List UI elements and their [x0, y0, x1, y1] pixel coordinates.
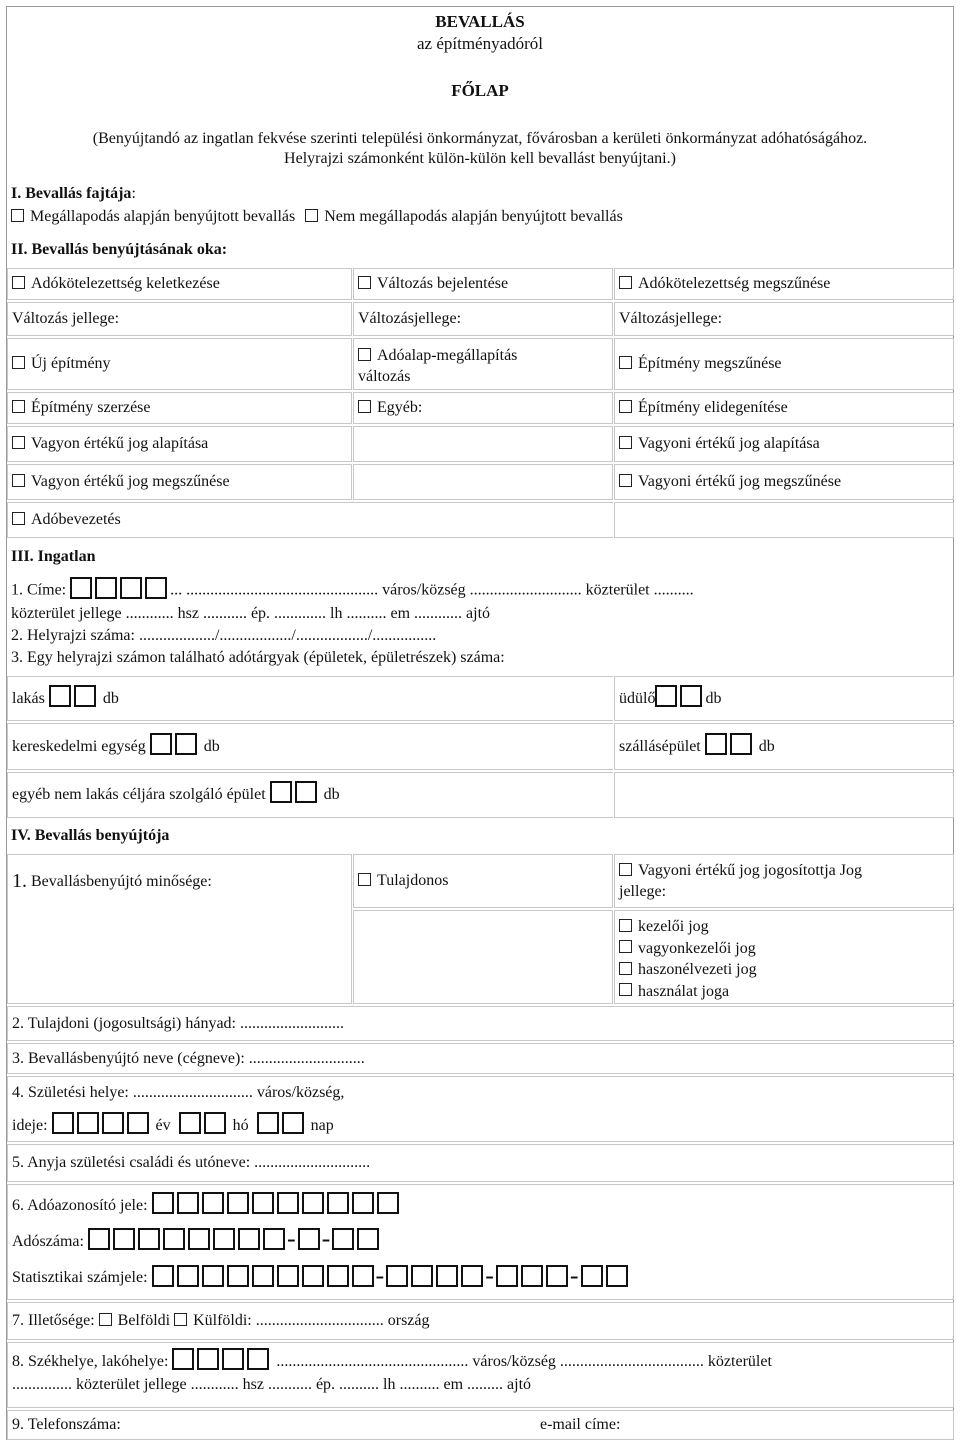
filing-type-row — [11, 207, 623, 226]
stat-digit-box[interactable] — [461, 1265, 483, 1287]
option-right-terminated-end[interactable]: Vagyoni értékű jog megszűnése — [614, 464, 954, 500]
submission-note-line2: Helyrajzi számonként külön-külön kell bevallást benyújtani.) — [284, 150, 676, 167]
mother-name: 5. Anyja születési családi és utóneve: ............................. — [7, 1144, 954, 1182]
year-digit-box[interactable] — [52, 1112, 74, 1134]
foreign-checkbox[interactable] — [174, 1313, 187, 1326]
digit-box[interactable] — [295, 781, 317, 803]
contact-row: 9. Telefonszáma: e-mail címe: — [7, 1410, 954, 1440]
month-digit-box[interactable] — [179, 1112, 201, 1134]
checkbox-icon[interactable] — [12, 356, 25, 369]
checkbox-icon[interactable] — [358, 400, 371, 413]
stat-digit-box[interactable] — [277, 1265, 299, 1287]
checkbox-icon[interactable] — [619, 919, 632, 932]
checkbox-icon[interactable] — [619, 940, 632, 953]
agreement-checkbox[interactable] — [11, 209, 24, 222]
option-right-terminated[interactable]: Vagyon értékű jog megszűnése — [7, 464, 352, 500]
checkbox-icon[interactable] — [619, 276, 632, 289]
option-right-established[interactable]: Vagyon értékű jog alapítása — [7, 426, 352, 462]
tax-id-digit-box[interactable] — [252, 1192, 274, 1214]
checkbox-icon[interactable] — [619, 863, 632, 876]
commercial-unit-count: kereskedelmi egység db — [7, 723, 613, 770]
postcode-digit-box[interactable] — [95, 577, 117, 599]
checkbox-icon[interactable] — [12, 512, 25, 525]
tax-number-digit-box[interactable] — [238, 1228, 260, 1250]
tax-id-digit-box[interactable] — [277, 1192, 299, 1214]
tax-id-digit-box[interactable] — [152, 1192, 174, 1214]
digit-box[interactable] — [74, 685, 96, 707]
postcode-digit-box[interactable] — [172, 1348, 194, 1370]
empty-cell — [353, 910, 613, 1004]
checkbox-icon[interactable] — [358, 276, 371, 289]
option-other[interactable]: Egyéb: — [353, 392, 613, 424]
stat-digit-box[interactable] — [177, 1265, 199, 1287]
year-digit-box[interactable] — [77, 1112, 99, 1134]
option-building-acquired[interactable]: Építmény szerzése — [7, 392, 352, 424]
section-3-heading: III. Ingatlan — [11, 548, 96, 565]
change-type-label-2: Változásjellege: — [353, 302, 613, 336]
stat-digit-box[interactable] — [302, 1265, 324, 1287]
checkbox-icon[interactable] — [12, 276, 25, 289]
checkbox-icon[interactable] — [619, 400, 632, 413]
holiday-home-count: üdülő db — [614, 676, 954, 721]
section-1-heading: I. Bevallás fajtája: — [11, 185, 136, 202]
empty-cell — [353, 426, 613, 462]
digit-box[interactable] — [730, 733, 752, 755]
section-2-heading: II. Bevallás benyújtásának oka: — [11, 241, 228, 258]
postcode-digit-box[interactable] — [197, 1348, 219, 1370]
postcode-digit-box[interactable] — [145, 577, 167, 599]
option-right-holder[interactable]: Vagyoni értékű jog jogosítottja Jog jellege: — [614, 854, 954, 908]
digit-box[interactable] — [680, 685, 702, 707]
no-agreement-label: Nem megállapodás alapján benyújtott bevallás — [324, 208, 623, 225]
stat-digit-box[interactable] — [327, 1265, 349, 1287]
checkbox-icon[interactable] — [619, 983, 632, 996]
day-digit-box[interactable] — [257, 1112, 279, 1134]
registered-address: 8. Székhelye, lakóhelye: ................................................ város/község .................................... közterület ............... közterület jellege ............ hsz ........... ép. .......... lh .......... em ......... ajtó — [7, 1342, 954, 1408]
stat-digit-box[interactable] — [546, 1265, 568, 1287]
tax-id-digit-box[interactable] — [202, 1192, 224, 1214]
digit-box[interactable] — [150, 733, 172, 755]
tax-number-digit-box[interactable] — [357, 1228, 379, 1250]
checkbox-icon[interactable] — [619, 356, 632, 369]
stat-digit-box[interactable] — [352, 1265, 374, 1287]
stat-digit-box[interactable] — [581, 1265, 603, 1287]
residency: 7. Illetősége: Belföldi Külföldi: ................................ ország — [7, 1302, 954, 1340]
month-digit-box[interactable] — [204, 1112, 226, 1134]
tax-id-digit-box[interactable] — [327, 1192, 349, 1214]
checkbox-icon[interactable] — [358, 348, 371, 361]
empty-cell — [7, 908, 352, 1004]
checkbox-icon[interactable] — [12, 436, 25, 449]
tax-number-digit-box[interactable] — [263, 1228, 285, 1250]
option-right-established-end[interactable]: Vagyoni értékű jog alapítása — [614, 426, 954, 462]
option-building-alienated[interactable]: Építmény elidegenítése — [614, 392, 954, 424]
tax-id-digit-box[interactable] — [227, 1192, 249, 1214]
form-subtitle: az építményadóról — [416, 34, 544, 53]
postcode-digit-box[interactable] — [247, 1348, 269, 1370]
empty-cell — [614, 772, 954, 818]
dash-separator: - — [569, 1260, 579, 1290]
dash-separator: - — [286, 1224, 296, 1254]
digit-box[interactable] — [270, 781, 292, 803]
year-digit-box[interactable] — [127, 1112, 149, 1134]
domestic-checkbox[interactable] — [99, 1313, 112, 1326]
option-owner[interactable]: Tulajdonos — [353, 854, 613, 908]
change-type-label-3: Változásjellege: — [614, 302, 954, 336]
tax-number-digit-box[interactable] — [88, 1228, 110, 1250]
tax-id-digit-box[interactable] — [352, 1192, 374, 1214]
email-label: e-mail címe: — [540, 1416, 621, 1433]
tax-number-digit-box[interactable] — [113, 1228, 135, 1250]
tax-number-digit-box[interactable] — [213, 1228, 235, 1250]
day-digit-box[interactable] — [282, 1112, 304, 1134]
flats-count: lakás db — [7, 676, 613, 721]
checkbox-icon[interactable] — [358, 873, 371, 886]
stat-digit-box[interactable] — [436, 1265, 458, 1287]
tax-number-digit-box[interactable] — [188, 1228, 210, 1250]
digit-box[interactable] — [705, 733, 727, 755]
no-agreement-checkbox[interactable] — [305, 209, 318, 222]
stat-digit-box[interactable] — [496, 1265, 518, 1287]
digit-box[interactable] — [175, 733, 197, 755]
filer-capacity: 1. Bevallásbenyújtó minősége: — [7, 854, 352, 908]
section-4-heading: IV. Bevallás benyújtója — [11, 827, 170, 844]
year-digit-box[interactable] — [102, 1112, 124, 1134]
other-building-count: egyéb nem lakás céljára szolgáló épület db — [7, 772, 613, 818]
stat-digit-box[interactable] — [227, 1265, 249, 1287]
reason-change[interactable]: Változás bejelentése — [353, 268, 613, 300]
stat-digit-box[interactable] — [606, 1265, 628, 1287]
right-types: kezelői jog vagyonkezelői jog haszonélvezeti jog használat joga — [614, 910, 954, 1004]
stat-digit-box[interactable] — [252, 1265, 274, 1287]
tax-number-digit-box[interactable] — [332, 1228, 354, 1250]
accommodation-count: szállásépület db — [614, 723, 954, 770]
option-tax-base-change[interactable]: Adóalap-megállapítás változás — [353, 338, 613, 390]
checkbox-icon[interactable] — [12, 400, 25, 413]
tax-id-digit-box[interactable] — [302, 1192, 324, 1214]
tax-number-digit-box[interactable] — [138, 1228, 160, 1250]
checkbox-icon[interactable] — [619, 962, 632, 975]
dash-separator: - — [321, 1224, 331, 1254]
digit-box[interactable] — [655, 685, 677, 707]
tax-number-digit-box[interactable] — [163, 1228, 185, 1250]
stat-digit-box[interactable] — [386, 1265, 408, 1287]
checkbox-icon[interactable] — [619, 474, 632, 487]
tax-id-digit-box[interactable] — [377, 1192, 399, 1214]
form-title: BEVALLÁS — [435, 12, 525, 31]
dash-separator: - — [485, 1260, 494, 1290]
tax-id-digit-box[interactable] — [177, 1192, 199, 1214]
postcode-digit-box[interactable] — [222, 1348, 244, 1370]
parcel-number: 2. Helyrajzi száma: .................../................../................../................ — [11, 627, 437, 644]
address-line2: közterület jellege ............ hsz ........... ép. ............. lh .......... em ............ ajtó — [11, 605, 491, 622]
reason-termination[interactable]: Adókötelezettség megszűnése — [614, 268, 954, 300]
tax-objects-label: 3. Egy helyrajzi számon található adótárgyak (épületek, épületrészek) száma: — [11, 649, 505, 666]
sheet-title: FŐLAP — [451, 81, 509, 100]
checkbox-icon[interactable] — [619, 436, 632, 449]
submission-note-line1: (Benyújtandó az ingatlan fekvése szerinti települési önkormányzat, fővárosban a kerületi önkormányzat adóhatóságához. — [92, 130, 868, 147]
stat-digit-box[interactable] — [411, 1265, 433, 1287]
filer-name: 3. Bevallásbenyújtó neve (cégneve): ............................. — [7, 1043, 954, 1074]
option-new-building[interactable]: Új építmény — [7, 338, 352, 390]
option-building-demolished[interactable]: Építmény megszűnése — [614, 338, 954, 390]
agreement-label: Megállapodás alapján benyújtott bevallás — [30, 208, 296, 225]
empty-cell — [353, 464, 613, 500]
change-type-label-1: Változás jellege: — [7, 302, 352, 336]
stat-digit-box[interactable] — [521, 1265, 543, 1287]
address-row: 1. Címe: ... ................................................ város/község ............................ közterület .......... — [11, 580, 694, 602]
dash-separator: - — [375, 1260, 385, 1290]
checkbox-icon[interactable] — [12, 474, 25, 487]
birth-details: 4. Születési helye: .............................. város/község, ideje: év hó nap — [7, 1076, 954, 1142]
postcode-digit-box[interactable] — [70, 577, 92, 599]
tax-ids: 6. Adóazonosító jele: Adószáma: - - Statisztikai számjele: - - - — [7, 1184, 954, 1300]
empty-cell — [614, 502, 954, 538]
stat-digit-box[interactable] — [202, 1265, 224, 1287]
reason-origination[interactable]: Adókötelezettség keletkezése — [7, 268, 352, 300]
digit-box[interactable] — [49, 685, 71, 707]
option-tax-introduction[interactable]: Adóbevezetés — [7, 502, 613, 538]
tax-number-digit-box[interactable] — [298, 1228, 320, 1250]
ownership-share: 2. Tulajdoni (jogosultsági) hányad: .......................... — [7, 1006, 954, 1041]
stat-digit-box[interactable] — [152, 1265, 174, 1287]
postcode-digit-box[interactable] — [120, 577, 142, 599]
